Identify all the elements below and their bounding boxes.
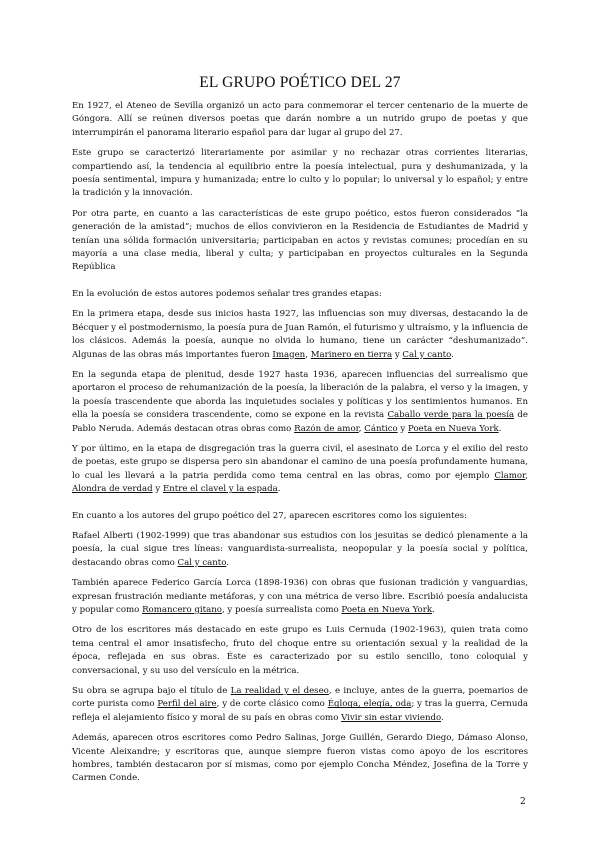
- document-body: [72, 100, 528, 793]
- paragraph-lorca: También aparece Federico García Lorca (1898-1936) con obras que fusionan tradición y vanguardias, expresan frustración mediante metáforas, y con una métrica de verso libre. Escribió poesía andalucista y popular como Romancero gitano, y poesía surrealista como Poeta en Nueva York.: [72, 578, 528, 615]
- work-title: Clamor: [494, 470, 526, 481]
- work-title: Vivir sin estar viviendo: [341, 712, 442, 723]
- work-title: Entre el clavel y la espada: [162, 484, 278, 495]
- work-title: Cal y canto: [177, 557, 227, 568]
- paragraph-stages-heading: En la evolución de estos autores podemos señalar tres grandes etapas:: [72, 288, 382, 299]
- work-title: Alondra de verdad: [72, 484, 153, 495]
- paragraph-generation: Por otra parte, en cuanto a las características de este grupo poético, estos fueron considerados “la generación de la amistad”; muchos de ellos convivieron en la Residencia de Estudiantes de Madrid y tenían una sólida formación universitaria; participaban en actos y revistas comunes; procedían en su mayoría a una clase media, liberal y culta; y participaban en proyectos culturales en la Segunda República: [72, 208, 528, 273]
- paragraph-third-stage: Y por último, en la etapa de disgregación tras la guerra civil, el asesinato de Lorca y el exilio del resto de poetas, este grupo se dispersa pero sin abandonar el camino de una poesía profundamente humana, lo cual les llevará a la patria perdida como tema central en las obras, como por ejemplo Clamor, Alondra de verdad y Entre el clavel y la espada.: [72, 443, 528, 495]
- work-title: Poeta en Nueva York: [408, 423, 499, 434]
- paragraph-cernuda-works: Su obra se agrupa bajo el título de La realidad y el deseo, e incluye, antes de la guerra, poemarios de corte purista como Perfil del aire, y de corte clásico como Égloga, elegía, oda; y tras la guerra, Cernuda refleja el alejamiento físico y moral de su país en obras como Vivir sin estar viviendo.: [72, 686, 528, 723]
- work-title: Marinero en tierra: [310, 349, 393, 360]
- paragraph-second-stage: En la segunda etapa de plenitud, desde 1927 hasta 1936, aparecen influencias del surrealismo que aportaron el proceso de rehumanización de la poesía, la liberación de la palabra, el verso y la imagen, y la poesía trascendente que aborda las inquietudes sociales y políticas y los sentimientos humanos. En ella la poesía se considera trascendente, como se expone en la revista Caballo verde para la poesía de Pablo Neruda. Además destacan otras obras como Razón de amor, Cántico y Poeta en Nueva York.: [72, 369, 528, 434]
- paragraph-first-stage: En la primera etapa, desde sus inicios hasta 1927, las influencias son muy diversas, destacando la de Bécquer y el postmodernismo, la poesía pura de Juan Ramón, el futurismo y ultraísmo, y la influencia de los clásicos. Además la poesía, aunque no olvida lo humano, tiene un carácter “deshumanizado”. Algunas de las obras más importantes fueron Imagen, Marinero en tierra y Cal y canto.: [72, 309, 528, 360]
- work-title: Perfil del aire: [157, 699, 217, 710]
- work-title: Égloga, elegía, oda: [327, 699, 412, 710]
- work-title: Razón de amor: [294, 423, 359, 434]
- work-title: Poeta en Nueva York: [341, 605, 433, 615]
- work-title: La realidad y el deseo: [230, 686, 329, 697]
- paragraph-characteristics: Este grupo se caracterizó literariamente por asimilar y no rechazar otras corrientes literarias, compartiendo así, la tendencia al equilibrio entre la poesía intelectual, pura y deshumanizada, y la poesía sentimental, impura y humanizada; entre lo culto y lo popular; lo universal y lo español; y entre la tradición y la innovación.: [72, 148, 528, 199]
- paragraph-intro: En 1927, el Ateneo de Sevilla organizó un acto para conmemorar el tercer centenario de la muerte de Góngora. Allí se reúnen diversos poetas que darán nombre a un nutrido grupo de poetas y que interrumpirán el panorama literario español para dar lugar al grupo del 27.: [72, 101, 528, 138]
- paragraph-authors-heading: En cuanto a los autores del grupo poético del 27, aparecen escritores como los siguientes:: [72, 510, 467, 521]
- work-title: Cal y canto: [402, 349, 452, 360]
- paragraph-alberti: Rafael Alberti (1902-1999) que tras abandonar sus estudios con los jesuitas se dedicó plenamente a la poesía, la cual sigue tres líneas: vanguardista-surrealista, neopopular y la poesía social y política, destacando obras como Cal y canto.: [72, 530, 528, 568]
- work-title: Cántico: [364, 423, 398, 434]
- paragraph-other-writers: Además, aparecen otros escritores como Pedro Salinas, Jorge Guillén, Gerardo Diego, Dámaso Alonso, Vicente Aleixandre; y escritoras que, aunque siempre fueron vistas como apoyo de los escritores hombres, también destacaron por sí mismas, como por ejemplo Concha Méndez, Josefina de la Torre y Carmen Conde.: [72, 733, 528, 784]
- work-title: Caballo verde para la poesía: [387, 410, 515, 421]
- page-title: EL GRUPO POÉTICO DEL 27: [199, 74, 401, 91]
- work-title: Romancero gitano: [142, 605, 222, 615]
- page-number: 2: [520, 797, 526, 807]
- work-title: Imagen: [272, 349, 306, 360]
- paragraph-cernuda: Otro de los escritores más destacado en este grupo es Luis Cernuda (1902-1963), quien trata como tema central el amor insatisfecho, fruto del choque entre su orientación sexual y la realidad de la época, reflejada en sus obras. Éste es caracterizado por su estilo sencillo, tono coloquial y conversacional, y su uso del versículo en la métrica.: [72, 625, 528, 676]
